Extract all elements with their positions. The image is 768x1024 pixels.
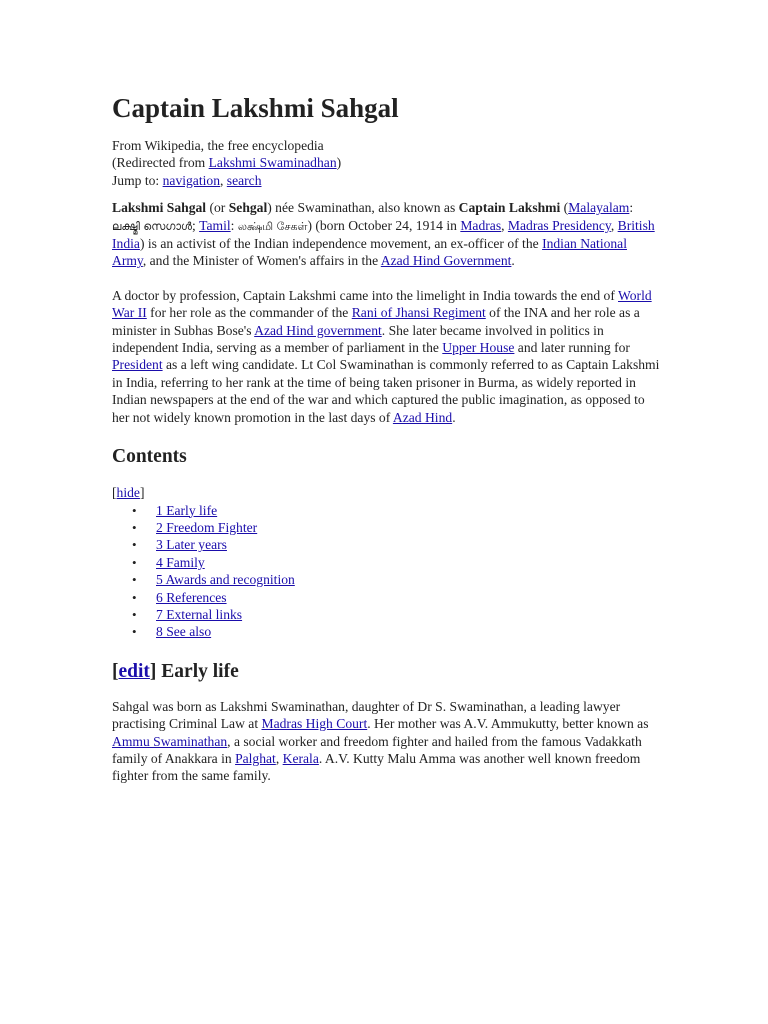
madras-high-court-link[interactable]: Madras High Court <box>261 716 368 732</box>
azad-hind-government-link-2[interactable]: Azad Hind government <box>254 322 382 338</box>
text-run: , <box>275 750 283 766</box>
malayalam-link[interactable]: Malayalam <box>568 200 630 216</box>
text-run: ) (born October 24, 1914 in <box>307 217 461 233</box>
text-run: , a social worker and freedom fighter and hailed from the famous Vadakkath family of Anakkara in <box>112 733 642 766</box>
upper-house-link[interactable]: Upper House <box>442 340 515 356</box>
toc-link-later-years[interactable]: 3 Later years <box>156 537 227 553</box>
tamil-link[interactable]: Tamil <box>199 217 231 233</box>
azad-hind-government-link[interactable]: Azad Hind Government <box>380 253 512 269</box>
edit-section-link[interactable]: edit <box>118 660 150 682</box>
bullet-icon: • <box>132 519 137 535</box>
bracket-close: ] <box>139 485 145 501</box>
article-content <box>112 88 660 785</box>
president-link[interactable]: President <box>112 357 163 373</box>
toc-link-early-life[interactable]: 1 Early life <box>156 502 218 518</box>
toc-item <box>112 519 660 536</box>
redirect-prefix: (Redirected from <box>112 155 209 171</box>
madras-presidency-link[interactable]: Madras Presidency <box>507 217 611 233</box>
bullet-icon: • <box>132 589 137 605</box>
bullet-icon: • <box>132 606 137 622</box>
text-run: (or <box>206 200 229 216</box>
text-run: ; <box>191 217 200 233</box>
toc-link-awards[interactable]: 5 Awards and recognition <box>156 572 295 588</box>
rani-of-jhansi-regiment-link[interactable]: Rani of Jhansi Regiment <box>351 305 486 321</box>
madras-link[interactable]: Madras <box>460 217 502 233</box>
kerala-link[interactable]: Kerala <box>282 750 319 766</box>
alt-name: Sehgal <box>228 200 268 216</box>
jump-prefix: Jump to: <box>112 172 163 188</box>
hide-toc-link[interactable]: hide <box>116 485 140 501</box>
text-run: and later running for <box>514 340 630 356</box>
text-run: for her role as the commander of the <box>146 305 352 321</box>
intro-paragraph <box>112 199 660 270</box>
text-run: A doctor by profession, Captain Lakshmi came into the limelight in India towards the end of <box>112 287 619 303</box>
redirect-suffix: ) <box>336 155 342 171</box>
text-run: , and the Minister of Women's affairs in the <box>142 253 381 269</box>
bullet-icon: • <box>132 502 137 518</box>
ammu-swaminathan-link[interactable]: Ammu Swaminathan <box>112 733 228 749</box>
toc-item <box>112 589 660 606</box>
toc-list <box>112 502 660 624</box>
toc-item <box>112 502 660 519</box>
text-run: : <box>629 200 634 216</box>
toc-item <box>112 536 660 553</box>
text-run: . Her mother was A.V. Ammukutty, better known as <box>367 716 649 732</box>
body-paragraph <box>112 287 660 426</box>
toc-link-family[interactable]: 4 Family <box>156 554 205 570</box>
bullet-icon: • <box>132 572 137 588</box>
section-heading-early-life <box>112 659 660 685</box>
jump-navigation-link[interactable]: navigation <box>162 172 220 188</box>
text-run: of the INA and her role as a minister in Subhas Bose's <box>112 305 640 338</box>
text-run: . <box>511 253 515 269</box>
bullet-icon: • <box>132 537 137 553</box>
bullet-icon: • <box>132 554 137 570</box>
text-run: : <box>230 217 238 233</box>
jump-separator: , <box>220 172 227 188</box>
toc-item <box>112 606 660 623</box>
bracket-open: [ <box>112 660 119 682</box>
text-run: ( <box>560 200 569 216</box>
redirect-source-link[interactable]: Lakshmi Swaminadhan <box>208 155 337 171</box>
text-run: ) née Swaminathan, also known as <box>267 200 459 216</box>
known-as-name: Captain Lakshmi <box>458 200 561 216</box>
world-war-ii-link[interactable]: World War II <box>112 287 652 321</box>
text-run: Sahgal was born as Lakshmi Swaminathan, daughter of Dr S. Swaminathan, a leading lawyer practising Criminal Law at <box>112 698 621 732</box>
toc-item <box>112 554 660 571</box>
text-run: . <box>452 409 456 425</box>
site-tagline: From Wikipedia, the free encyclopedia <box>112 138 324 153</box>
toc-toggle <box>112 484 660 501</box>
article-meta <box>112 137 660 189</box>
text-run: . A.V. Kutty Malu Amma was another well known freedom fighter from the same family. <box>112 750 641 784</box>
section-title-text: Early life <box>156 660 239 682</box>
azad-hind-link[interactable]: Azad Hind <box>392 409 453 425</box>
text-run: ) is an activist of the Indian independence movement, an ex-officer of the <box>139 236 543 252</box>
subject-name: Lakshmi Sahgal <box>112 200 207 216</box>
palghat-link[interactable]: Palghat <box>235 750 276 766</box>
indian-national-army-link[interactable]: Indian National Army <box>112 236 627 269</box>
tamil-name: லக்ஷ்மி சேகள் <box>237 219 308 233</box>
page-title: Captain Lakshmi Sahgal <box>112 93 399 123</box>
redirect-note <box>112 154 660 171</box>
toc-link-see-also[interactable]: 8 See also <box>156 624 212 640</box>
toc-link-references[interactable]: 6 References <box>156 589 227 605</box>
bullet-icon: • <box>132 624 137 640</box>
text-run: , <box>610 217 618 233</box>
toc-item <box>112 623 660 640</box>
british-india-link[interactable]: British India <box>112 217 655 252</box>
bracket-open: [ <box>112 485 117 501</box>
text-run: . She later became involved in politics in independent India, serving as a member of parliament in the <box>112 322 604 356</box>
contents-heading: Contents <box>112 446 187 468</box>
bracket-close: ] <box>149 660 157 682</box>
toc-item <box>112 571 660 588</box>
toc-link-external-links[interactable]: 7 External links <box>156 606 243 622</box>
toc-list-extra <box>112 623 660 640</box>
text-run: , <box>501 217 508 233</box>
toc-link-freedom-fighter[interactable]: 2 Freedom Fighter <box>156 519 258 535</box>
text-run: as a left wing candidate. Lt Col Swaminathan is commonly referred to as Captain Lakshmi in India, referring to her rank at the time of being taken prisoner in Burma, as widely reported in Indian newspapers at the end of the war and which captured the public imagination, as opposed to her not widely known promotion in the last days of <box>112 357 660 425</box>
malayalam-name: ലക്ഷ്മി സെഗാൾ <box>112 219 192 233</box>
jump-search-link[interactable]: search <box>226 172 262 188</box>
jump-to <box>112 172 660 189</box>
early-life-paragraph <box>112 698 660 785</box>
